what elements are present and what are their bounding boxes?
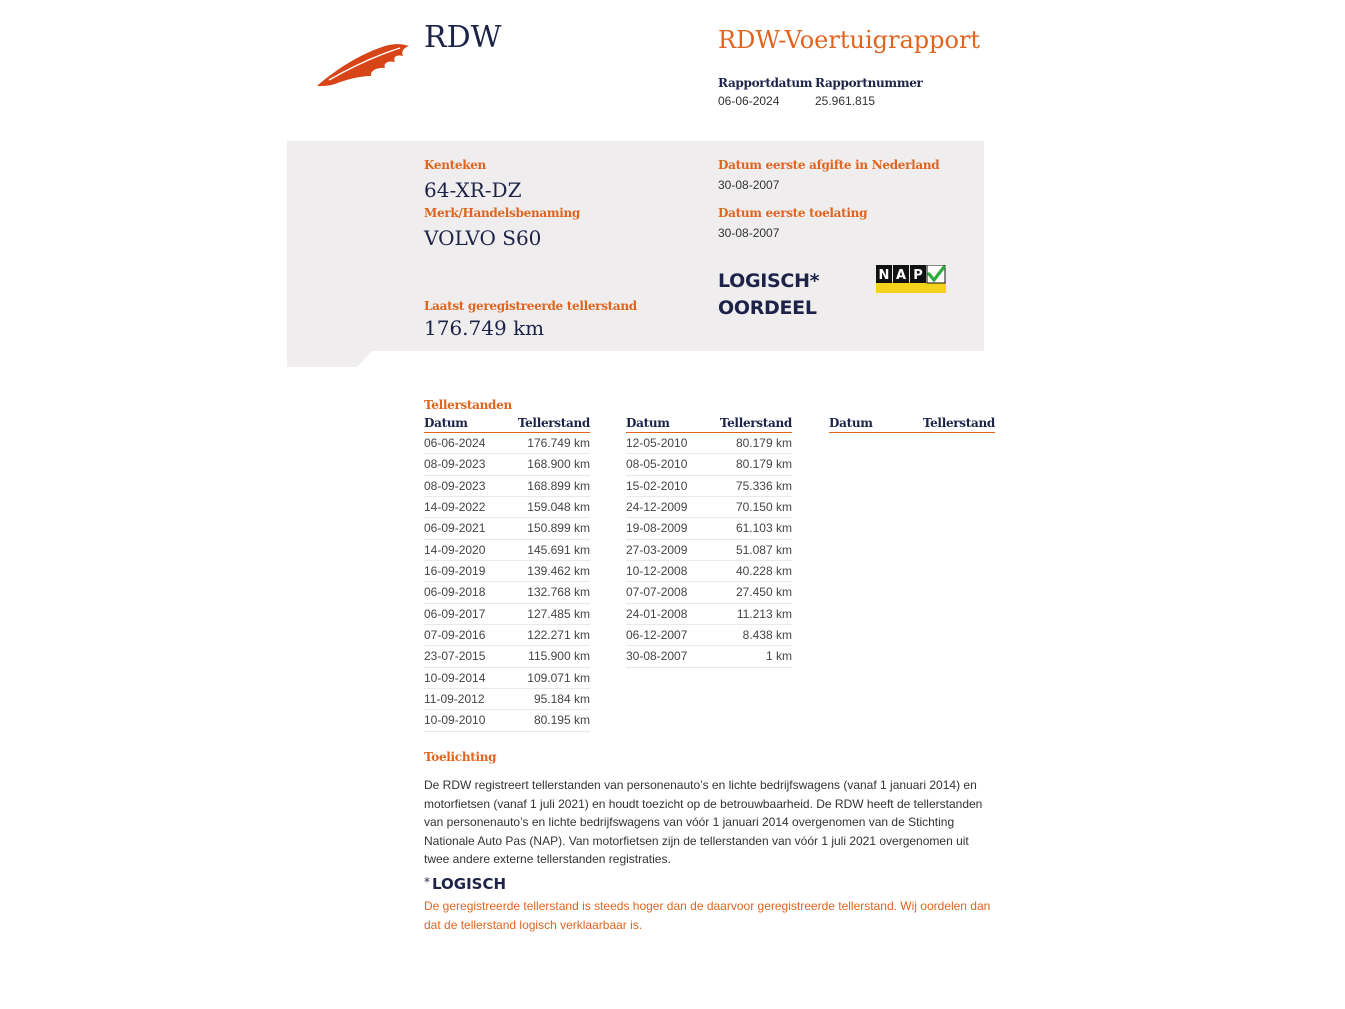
- odometer-header: Tellerstand: [922, 416, 995, 430]
- reading-value: 40.228 km: [735, 564, 792, 579]
- reading-value: 115.900 km: [528, 649, 590, 664]
- first-admission-label: Datum eerste toelating: [718, 206, 868, 220]
- table-row: [626, 604, 792, 625]
- reading-value: 150.899 km: [527, 521, 590, 536]
- verdict-line-2: OORDEEL: [718, 297, 817, 319]
- reading-date: 24-01-2008: [626, 606, 688, 621]
- reading-date: 07-09-2016: [424, 628, 486, 643]
- readings-header: [829, 416, 995, 433]
- footnote-star: *: [424, 875, 430, 889]
- reading-value: 1 km: [765, 649, 792, 664]
- reading-value: 80.179 km: [735, 457, 792, 472]
- readings-column-2: [626, 416, 792, 668]
- readings-column-1: [424, 416, 590, 732]
- table-row: [626, 561, 792, 582]
- vehicle-summary-panel: [287, 141, 984, 367]
- table-row: [626, 518, 792, 539]
- reading-value: 11.213 km: [736, 606, 792, 621]
- table-row: [626, 540, 792, 561]
- reading-value: 176.749 km: [527, 436, 590, 450]
- reading-date: 11-09-2012: [424, 692, 485, 707]
- rdw-logo-icon: [315, 40, 410, 90]
- reading-value: 139.462 km: [527, 564, 590, 579]
- reading-date: 06-09-2018: [424, 585, 486, 600]
- make-label: Merk/Handelsbenaming: [424, 206, 581, 220]
- reading-date: 14-09-2020: [424, 542, 486, 557]
- last-odometer-value: 176.749 km: [424, 316, 545, 340]
- reading-date: 08-09-2023: [424, 457, 486, 472]
- report-number: 25.961.815: [815, 94, 876, 108]
- logisch-text: De geregistreerde tellerstand is steeds hoger dan de daarvoor geregistreerde tellerstand. Wij oordelen dan dat de tellerstand logisch verklaarbaar is.: [424, 899, 991, 932]
- explanation-text: De RDW registreert tellerstanden van personenauto’s en lichte bedrijfswagens (vanaf 1 januari 2014) en motorfietsen (vanaf 1 juli 2021) en houdt toezicht op de betrouwbaarheid. De RDW heeft de tellerstanden van personenauto’s en lichte bedrijfswagens van vóór 1 januari 2014 overgenomen van de Stichting Nationale Auto Pas (NAP). Van motorfietsen zijn de tellerstanden van vóór 1 juli 2021 overgenomen uit twee andere externe tellerstanden registraties.: [424, 778, 983, 867]
- reading-date: 10-12-2008: [626, 564, 688, 579]
- table-row: [626, 476, 792, 497]
- reading-date: 08-09-2023: [424, 478, 486, 493]
- plate-label: Kenteken: [424, 158, 486, 172]
- reading-value: 95.184 km: [533, 692, 590, 707]
- reading-date: 08-05-2010: [626, 457, 688, 472]
- first-registration-nl-label: Datum eerste afgifte in Nederland: [718, 158, 940, 172]
- explanation-title: Toelichting: [424, 750, 497, 764]
- reading-value: 145.691 km: [527, 542, 590, 557]
- reading-value: 8.438 km: [742, 628, 792, 643]
- table-row: [424, 710, 590, 731]
- odometer-header: Tellerstand: [517, 416, 590, 430]
- readings-header: [424, 416, 590, 433]
- report-number-label: Rapportnummer: [815, 76, 923, 90]
- logisch-title: LOGISCH: [432, 875, 507, 893]
- table-row: [424, 454, 590, 475]
- make-value: VOLVO S60: [424, 226, 542, 250]
- first-registration-nl-value: 30-08-2007: [718, 178, 780, 192]
- reading-date: 06-06-2024: [424, 436, 486, 450]
- verdict: [718, 268, 819, 322]
- reading-date: 14-09-2022: [424, 500, 486, 515]
- table-row: [626, 497, 792, 518]
- table-row: [424, 497, 590, 518]
- nap-letter-n: N: [878, 268, 890, 283]
- reading-value: 80.195 km: [533, 713, 590, 728]
- nap-letter-a: A: [895, 268, 907, 283]
- report-date: 06-06-2024: [718, 94, 780, 108]
- reading-value: 132.768 km: [527, 585, 590, 600]
- table-row: [626, 454, 792, 475]
- reading-value: 51.087 km: [735, 542, 792, 557]
- reading-date: 16-09-2019: [424, 564, 486, 579]
- reading-value: 27.450 km: [735, 585, 792, 600]
- reading-date: 30-08-2007: [626, 649, 688, 664]
- date-header: Datum: [626, 416, 670, 430]
- last-odometer-label: Laatst geregistreerde tellerstand: [424, 299, 637, 313]
- readings-title: Tellerstanden: [424, 398, 512, 412]
- reading-value: 168.899 km: [527, 478, 590, 493]
- reading-date: 23-07-2015: [424, 649, 486, 664]
- panel-background: [287, 141, 984, 367]
- table-row: [626, 646, 792, 667]
- verdict-line-1: LOGISCH*: [718, 270, 820, 292]
- first-admission-value: 30-08-2007: [718, 226, 780, 240]
- reading-date: 19-08-2009: [626, 521, 688, 536]
- plate-value: 64-XR-DZ: [424, 178, 522, 202]
- table-row: [424, 476, 590, 497]
- table-row: [424, 668, 590, 689]
- readings-column-3: [829, 416, 995, 433]
- date-header: Datum: [424, 416, 468, 430]
- reading-value: 75.336 km: [735, 478, 792, 493]
- logisch-heading: [424, 875, 506, 893]
- reading-date: 12-05-2010: [626, 436, 688, 450]
- reading-value: 127.485 km: [527, 606, 590, 621]
- readings-header: [626, 416, 792, 433]
- table-row: [626, 625, 792, 646]
- table-row: [424, 518, 590, 539]
- report-date-label: Rapportdatum: [718, 76, 813, 90]
- nap-check-icon: [876, 265, 946, 293]
- table-row: [424, 582, 590, 603]
- brand-name: RDW: [424, 20, 502, 55]
- table-row: [424, 561, 590, 582]
- table-row: [424, 433, 590, 454]
- reading-date: 24-12-2009: [626, 500, 688, 515]
- date-header: Datum: [829, 416, 873, 430]
- reading-date: 06-09-2021: [424, 521, 486, 536]
- reading-date: 10-09-2014: [424, 670, 486, 685]
- reading-value: 61.103 km: [735, 521, 792, 536]
- reading-date: 15-02-2010: [626, 478, 688, 493]
- table-row: [626, 433, 792, 454]
- reading-value: 109.071 km: [527, 670, 590, 685]
- reading-date: 10-09-2010: [424, 713, 486, 728]
- table-row: [626, 582, 792, 603]
- reading-value: 168.900 km: [527, 457, 590, 472]
- table-row: [424, 540, 590, 561]
- reading-date: 06-09-2017: [424, 606, 486, 621]
- reading-date: 06-12-2007: [626, 628, 688, 643]
- table-row: [424, 646, 590, 667]
- reading-date: 07-07-2008: [626, 585, 688, 600]
- table-row: [424, 604, 590, 625]
- table-row: [424, 625, 590, 646]
- reading-value: 70.150 km: [735, 500, 792, 515]
- table-row: [424, 689, 590, 710]
- reading-value: 80.179 km: [735, 436, 792, 450]
- reading-date: 27-03-2009: [626, 542, 688, 557]
- odometer-header: Tellerstand: [719, 416, 792, 430]
- reading-value: 159.048 km: [527, 500, 590, 515]
- reading-value: 122.271 km: [527, 628, 590, 643]
- report-title: RDW-Voertuigrapport: [718, 26, 981, 54]
- nap-letter-p: P: [913, 268, 923, 283]
